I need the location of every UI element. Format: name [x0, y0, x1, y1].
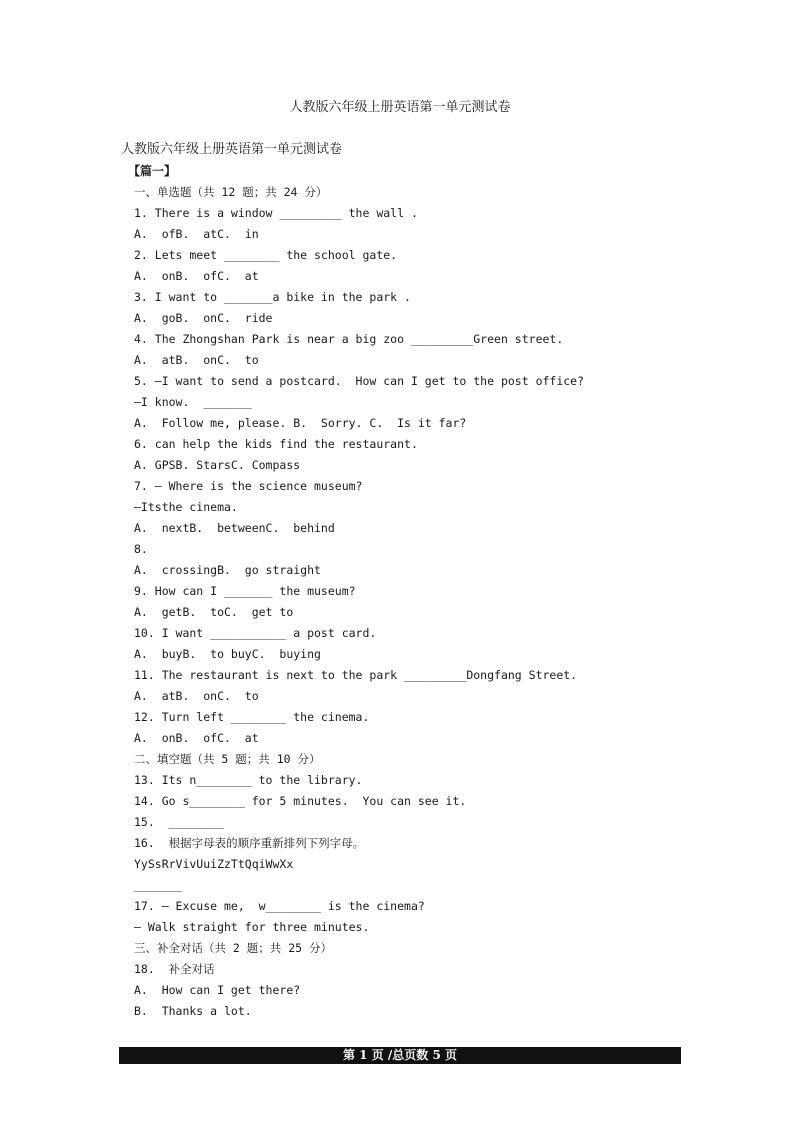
- page-header-title: 人教版六年级上册英语第一单元测试卷: [289, 100, 511, 115]
- options-7: A. nextB. betweenC. behind: [134, 521, 335, 535]
- options-8: A. crossingB. go straight: [134, 563, 321, 577]
- question-11: 11. The restaurant is next to the park _________Dongfang Street.: [134, 668, 578, 682]
- options-4: A. atB. onC. to: [134, 353, 259, 367]
- options-3: A. goB. onC. ride: [134, 311, 273, 325]
- question-7-reply: —Itsthe cinema.: [134, 500, 238, 514]
- options-10: A. buyB. to buyC. buying: [134, 647, 321, 661]
- question-4: 4. The Zhongshan Park is near a big zoo _________Green street.: [134, 332, 564, 346]
- question-14: 14. Go s________ for 5 minutes. You can see it.: [134, 794, 467, 808]
- question-3: 3. I want to _______a bike in the park .: [134, 290, 411, 304]
- question-list: [134, 182, 734, 1022]
- options-5: A. Follow me, please. B. Sorry. C. Is it far?: [134, 416, 467, 430]
- document-title: 人教版六年级上册英语第一单元测试卷: [121, 142, 343, 157]
- options-12: A. onB. ofC. at: [134, 731, 259, 745]
- page-footer: 第 1 页 /总页数 5 页: [119, 1047, 681, 1064]
- options-9: A. getB. toC. get to: [134, 605, 294, 619]
- question-16-answer-blank: _______: [134, 878, 183, 892]
- question-16: 16. 根据字母表的顺序重新排列下列字母。: [134, 836, 365, 850]
- dialogue-option-a: A. How can I get there?: [134, 983, 301, 997]
- question-10: 10. I want ___________ a post card.: [134, 626, 377, 640]
- question-2: 2. Lets meet ________ the school gate.: [134, 248, 398, 262]
- section-heading: 一、单选题（共 12 题；共 24 分）: [134, 185, 328, 199]
- question-8: 8.: [134, 542, 148, 556]
- question-15: 15. ________: [134, 815, 225, 829]
- question-5-reply: —I know. _______: [134, 395, 252, 409]
- options-6: A. GPSB. StarsC. Compass: [134, 458, 301, 472]
- options-1: A. ofB. atC. in: [134, 227, 259, 241]
- options-11: A. atB. onC. to: [134, 689, 259, 703]
- question-7: 7. — Where is the science museum?: [134, 479, 363, 493]
- question-13: 13. Its n________ to the library.: [134, 773, 363, 787]
- question-5: 5. —I want to send a postcard. How can I get to the post office?: [134, 374, 585, 388]
- dialogue-option-b: B. Thanks a lot.: [134, 1004, 252, 1018]
- section-heading: 三、补全对话（共 2 题；共 25 分）: [134, 941, 332, 955]
- question-12: 12. Turn left ________ the cinema.: [134, 710, 370, 724]
- question-17-reply: — Walk straight for three minutes.: [134, 920, 370, 934]
- section-heading: 二、填空题（共 5 题；共 10 分）: [134, 752, 321, 766]
- question-1: 1. There is a window _________ the wall .: [134, 206, 418, 220]
- part-label: 【篇一】: [128, 164, 177, 178]
- question-17: 17. — Excuse me, w________ is the cinema?: [134, 899, 425, 913]
- question-16-letters: YySsRrVivUuiZzTtQqiWwXx: [134, 857, 294, 871]
- question-18: 18. 补全对话: [134, 962, 215, 976]
- question-9: 9. How can I _______ the museum?: [134, 584, 356, 598]
- question-6: 6. can help the kids find the restaurant.: [134, 437, 418, 451]
- options-2: A. onB. ofC. at: [134, 269, 259, 283]
